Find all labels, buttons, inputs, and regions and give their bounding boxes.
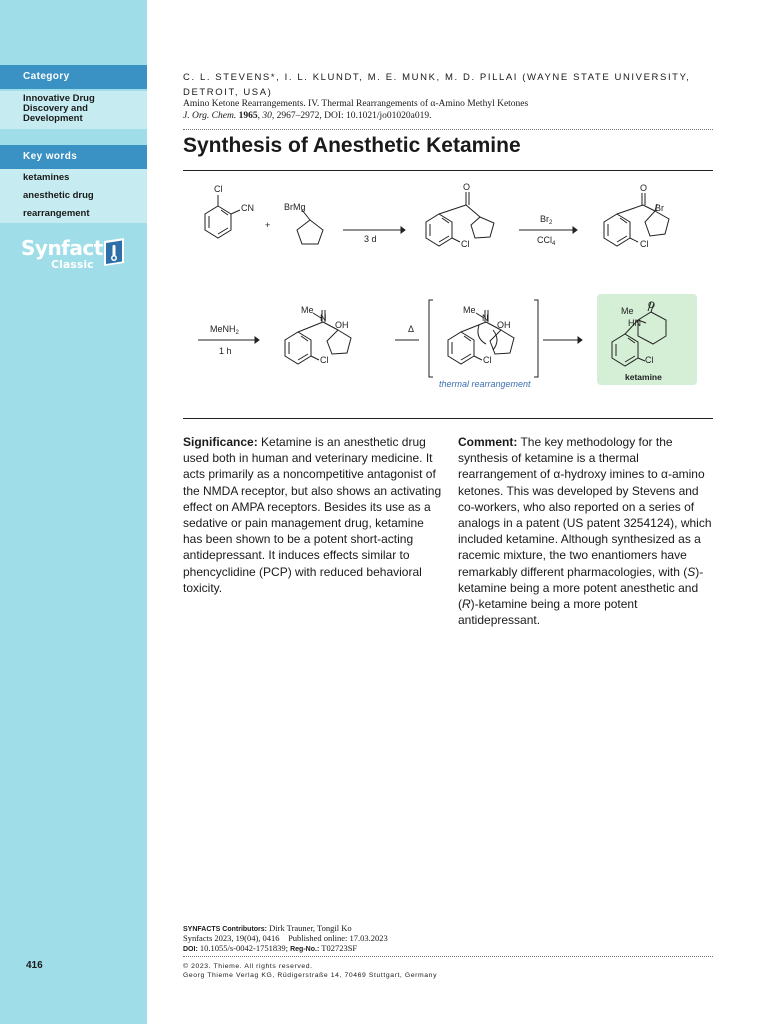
- ketone-structure: [426, 192, 494, 246]
- product-label: ketamine: [625, 372, 662, 382]
- comment-label: Comment:: [458, 435, 518, 449]
- label-oh: OH: [497, 320, 511, 330]
- step2-solvent: CCl$_4$: [537, 235, 556, 247]
- r-label: R: [462, 597, 471, 612]
- label-hn: HN: [628, 318, 641, 328]
- label-me: Me: [621, 306, 634, 316]
- reference-title: Amino Ketone Rearrangements. IV. Thermal Rearrangements of α-Amino Methyl Ketones: [183, 99, 529, 109]
- label-o: O: [640, 183, 648, 193]
- significance-section: [183, 434, 443, 596]
- step3-time: 1 h: [219, 346, 232, 356]
- published-date: Published online: 17.03.2023: [288, 933, 388, 943]
- publisher-address: Georg Thieme Verlag KG, Rüdigerstraße 14, 70469 Stuttgart, Germany: [183, 972, 438, 979]
- sidebar: [0, 0, 147, 1024]
- label-o: O: [648, 300, 656, 310]
- arrowhead: [255, 337, 259, 343]
- s-label: S: [687, 564, 696, 579]
- doi-line: [183, 944, 357, 955]
- category-line: Innovative Drug: [23, 93, 95, 104]
- journal-name: J. Org. Chem.: [183, 111, 237, 121]
- label-cl: Cl: [461, 239, 470, 249]
- logo-subtext: Classic: [51, 258, 94, 271]
- flask-icon: [101, 237, 127, 267]
- label-delta: Δ: [408, 324, 415, 334]
- label-n: N: [320, 313, 327, 323]
- arrowhead: [401, 227, 405, 233]
- hydroxy-imine-structure: [285, 310, 351, 364]
- label-o: O: [463, 182, 471, 192]
- category-line: Discovery and: [23, 103, 88, 114]
- reference-citation: J. Org. Chem. 1965, 30, 2967–2972, DOI: 10.1021/jo01020a019.: [183, 111, 432, 121]
- keywords-heading: Key words: [0, 145, 147, 169]
- copyright-block: [183, 962, 437, 980]
- label-cl: Cl: [320, 355, 329, 365]
- pages-doi: , 2967–2972, DOI: 10.1021/jo01020a019.: [271, 111, 432, 121]
- doi-label: DOI:: [183, 946, 198, 953]
- doi: 10.1055/s-0042-1751839;: [199, 943, 288, 953]
- reg-label: Reg-No.:: [290, 946, 320, 953]
- keyword-item: ketamines: [23, 172, 70, 183]
- label-cl: Cl: [645, 355, 654, 365]
- keyword-item: anesthetic drug: [23, 190, 94, 201]
- citation: Synfacts 2023, 19(04), 0416: [183, 933, 280, 943]
- bromoketone-structure: [604, 193, 669, 246]
- divider: [183, 418, 713, 419]
- label-brmg: BrMg: [284, 202, 306, 212]
- year: 1965: [238, 111, 258, 121]
- transition-structure: [448, 310, 514, 364]
- label-cl: Cl: [640, 239, 649, 249]
- label-cn: CN: [241, 203, 254, 213]
- label-me: Me: [301, 305, 314, 315]
- reaction-scheme: [183, 180, 723, 405]
- page-number: 416: [26, 960, 43, 971]
- label-oh: OH: [335, 320, 349, 330]
- bracket-left: [429, 300, 433, 377]
- category-line: Development: [23, 113, 83, 124]
- label-me: Me: [463, 305, 476, 315]
- label-cl: Cl: [214, 184, 223, 194]
- step3-reagent: MeNH$_2$: [210, 324, 239, 336]
- label-plus: +: [265, 220, 271, 230]
- label-n: N: [482, 313, 489, 323]
- logo-text: Synfact: [21, 236, 103, 260]
- arrowhead: [578, 337, 582, 343]
- keyword-item: rearrangement: [23, 208, 90, 219]
- contributors: Dirk Trauner, Tongil Ko: [269, 923, 352, 933]
- chlorobenzonitrile-structure: [205, 195, 240, 238]
- category-box: [0, 91, 147, 129]
- comment-text: )-ketamine being a more potent antidepressant.: [458, 597, 638, 628]
- cyclopentyl-grignard-structure: [297, 210, 323, 244]
- label-cl: Cl: [483, 355, 492, 365]
- category-heading: Category: [0, 65, 147, 89]
- keywords-box: [0, 169, 147, 223]
- step2-reagent: $Br_2$: [540, 214, 553, 226]
- step1-conditions: 3 d: [364, 234, 377, 244]
- volume: 30: [262, 111, 272, 121]
- copyright: © 2023. Thieme. All rights reserved.: [183, 963, 313, 970]
- reg-number: T02723SF: [321, 943, 358, 953]
- comment-text: The key methodology for the synthesis of ketamine is a thermal rearrangement of α-hydroxy imines to α-amino ketones. This was developed by Stevens and co-workers, who also reported on a series of analogs in a patent (US patent 3254124), which included ketamine. Although synthesized as a racemic mixture, the two enantiomers have remarkably different pharmacologies, with (: [458, 435, 712, 579]
- arrowhead: [573, 227, 577, 233]
- divider: [183, 129, 713, 130]
- comment-text: )-ketamine being a more potent anesthetic and (: [458, 564, 704, 612]
- significance-label: Significance:: [183, 435, 258, 449]
- bracket-right: [534, 300, 538, 377]
- contributors-label: SYNFACTS Contributors:: [183, 926, 267, 933]
- authors: C. L. STEVENS*, I. L. KLUNDT, M. E. MUNK, M. D. PILLAI (WAYNE STATE UNIVERSITY, DETROIT, USA): [183, 72, 691, 98]
- divider: [183, 170, 713, 171]
- label-br: Br: [655, 203, 664, 213]
- divider: [183, 956, 713, 957]
- significance-text: Ketamine is an anesthetic drug used both in human and veterinary medicine. It acts primarily as a noncompetitive antagonist of the NMDA receptor, but also shows an activating effect on AMPA receptors. Besides its use as a sedative or pain management drug, ketamine has been shown to be a potent short-acting antidepressant. It induces effects similar to phencyclidine (PCP) with reduced behavioral toxicity.: [183, 435, 442, 595]
- page-title: Synthesis of Anesthetic Ketamine: [183, 134, 521, 157]
- synfact-logo: [21, 236, 103, 271]
- rearrangement-label: thermal rearrangement: [439, 379, 531, 389]
- comment-section: [458, 434, 718, 628]
